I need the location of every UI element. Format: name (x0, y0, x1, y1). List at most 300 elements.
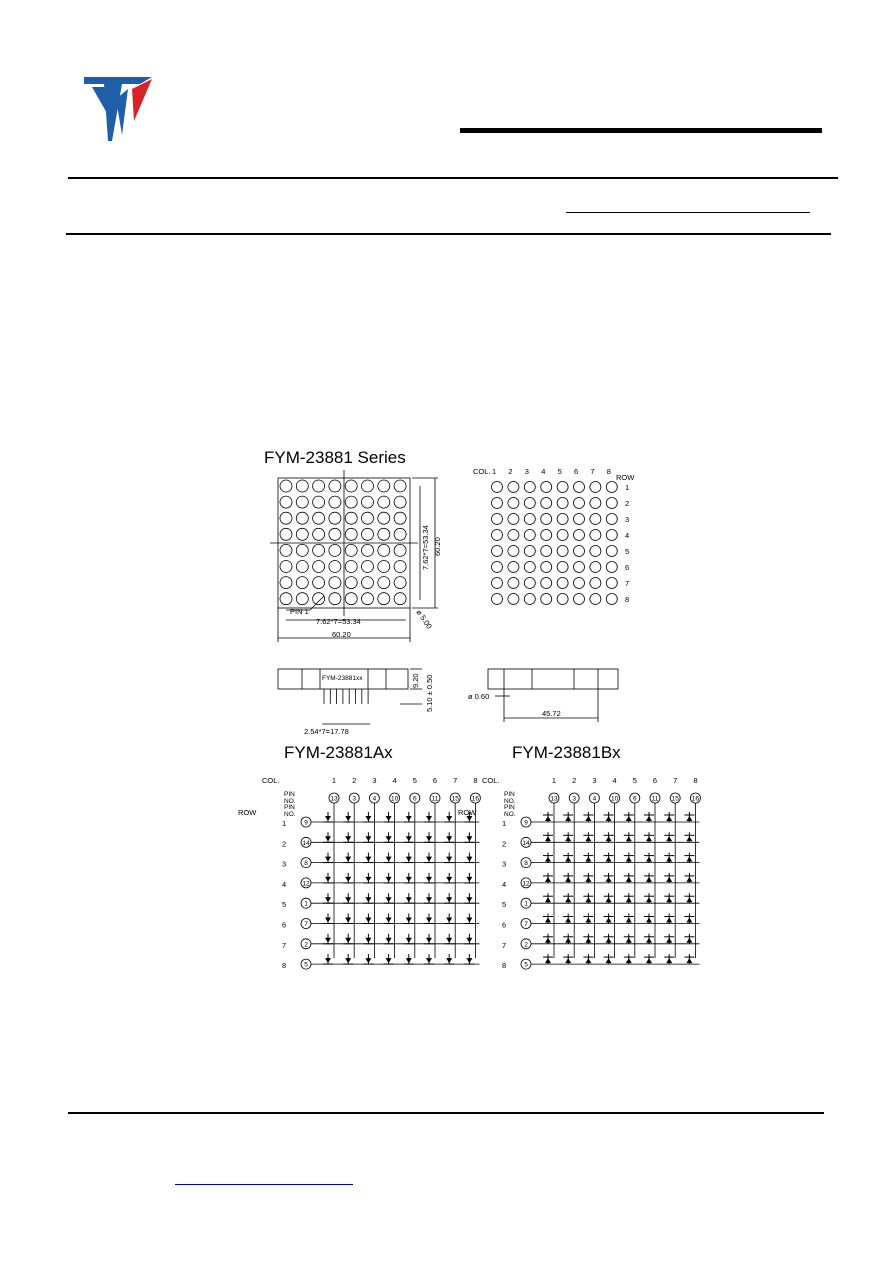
led-diode (384, 893, 394, 903)
front-dot (296, 561, 308, 573)
front-dot (378, 577, 390, 589)
col-label: COL. (262, 776, 280, 785)
row-number: 7 (282, 940, 287, 950)
col-pin-number: 10 (390, 795, 399, 803)
col-number: 2 (352, 776, 357, 785)
led-diode (464, 914, 474, 924)
front-dot (345, 593, 357, 605)
map-dot (606, 578, 617, 589)
map-dot (508, 530, 519, 541)
led-diode (323, 832, 333, 842)
front-dot (345, 528, 357, 540)
map-dot (492, 562, 503, 573)
led-diode (404, 832, 414, 842)
row-number: 3 (282, 859, 287, 869)
led-diode (444, 934, 454, 944)
row-pin-number: 2 (524, 941, 528, 949)
col-number: 2 (572, 776, 577, 785)
led-diode (323, 893, 333, 903)
front-dot (329, 480, 341, 492)
row-number: 5 (282, 900, 287, 910)
led-diode (563, 954, 573, 964)
map-row-number: 2 (625, 499, 630, 508)
dim-pitch-vertical: 7.62*7=53.34 (421, 525, 430, 570)
dim-pin-diameter: ø 0.60 (468, 692, 490, 701)
front-dot (345, 561, 357, 573)
front-dot (345, 496, 357, 508)
map-dot (524, 514, 535, 525)
led-diode (624, 853, 634, 863)
led-diode (464, 873, 474, 883)
header-title-underline (566, 212, 810, 213)
row-label: ROW (616, 473, 635, 482)
series-title: FYM-23881 Series (264, 448, 406, 467)
led-diode (644, 812, 654, 822)
col-pin-number: 4 (372, 795, 377, 803)
col-number: 5 (632, 776, 637, 785)
led-diode (543, 954, 553, 964)
front-dot (313, 544, 325, 556)
front-dot (394, 561, 406, 573)
dot-matrix-drawing (240, 440, 700, 980)
row-pin-number: 8 (304, 860, 308, 868)
led-diode (583, 832, 593, 842)
led-diode (404, 954, 414, 964)
map-dot (574, 498, 585, 509)
led-diode (624, 914, 634, 924)
map-dot (590, 562, 601, 573)
led-diode (384, 914, 394, 924)
map-dot (606, 498, 617, 509)
map-dot (606, 562, 617, 573)
led-diode (624, 934, 634, 944)
led-diode (563, 893, 573, 903)
map-dot (557, 562, 568, 573)
map-dot (590, 578, 601, 589)
map-dot (492, 498, 503, 509)
map-dot (492, 594, 503, 605)
led-diode (543, 914, 553, 924)
map-col-number: 7 (590, 467, 595, 476)
row-number: 4 (502, 879, 507, 889)
pin-label: PIN (284, 791, 295, 798)
led-diode (444, 832, 454, 842)
part-label: FYM-23881xx (322, 675, 363, 682)
row-number: 4 (282, 879, 287, 889)
row-pin-number: 14 (302, 839, 310, 847)
pin-label: NO. (284, 798, 296, 805)
map-dot (541, 498, 552, 509)
led-diode (583, 914, 593, 924)
led-diode (563, 914, 573, 924)
map-dot (557, 578, 568, 589)
front-dot (280, 480, 292, 492)
row-number: 6 (502, 920, 507, 930)
led-diode (583, 812, 593, 822)
dim-width: 60.20 (332, 630, 351, 639)
map-dot (606, 530, 617, 541)
led-diode (424, 934, 434, 944)
front-dot (378, 544, 390, 556)
map-row-number: 4 (625, 531, 630, 540)
map-dot (574, 482, 585, 493)
led-diode (404, 914, 414, 924)
map-row-number: 6 (625, 563, 630, 572)
led-diode (424, 832, 434, 842)
led-diode (444, 914, 454, 924)
row-pin-number: 1 (304, 900, 308, 908)
front-dot (362, 561, 374, 573)
row-pin-number: 1 (524, 900, 528, 908)
map-dot (492, 530, 503, 541)
front-dot (280, 593, 292, 605)
map-dot (574, 578, 585, 589)
pin-label: NO. (504, 811, 516, 818)
led-diode (384, 853, 394, 863)
map-col-number: 4 (541, 467, 546, 476)
led-diode (404, 853, 414, 863)
led-diode (363, 812, 373, 822)
led-diode (363, 914, 373, 924)
led-diode (684, 954, 694, 964)
map-dot (557, 530, 568, 541)
led-diode (543, 934, 553, 944)
led-diode (424, 914, 434, 924)
led-diode (343, 853, 353, 863)
led-diode (563, 873, 573, 883)
col-pin-number: 4 (592, 795, 597, 803)
front-dot (394, 544, 406, 556)
dim-dot-diameter: ø 5.00 (414, 607, 434, 631)
map-col-number: 5 (557, 467, 562, 476)
map-dot (590, 498, 601, 509)
front-dot (378, 496, 390, 508)
map-col-number: 6 (574, 467, 579, 476)
led-diode (363, 832, 373, 842)
led-diode (543, 873, 553, 883)
row-pin-number: 9 (304, 819, 308, 827)
col-number: 3 (592, 776, 597, 785)
led-diode (563, 812, 573, 822)
led-diode (684, 934, 694, 944)
led-diode (583, 853, 593, 863)
map-dot (590, 514, 601, 525)
led-diode (543, 853, 553, 863)
led-diode (563, 832, 573, 842)
footer-link[interactable] (175, 1184, 353, 1185)
map-dot (606, 546, 617, 557)
led-diode (664, 812, 674, 822)
led-diode (404, 873, 414, 883)
led-diode (404, 934, 414, 944)
led-diode (343, 873, 353, 883)
led-diode (604, 893, 614, 903)
pin-label: NO. (284, 811, 296, 818)
col-pin-number: 16 (471, 795, 480, 803)
front-dot (362, 496, 374, 508)
led-diode (363, 853, 373, 863)
dim-row-span: 45.72 (542, 709, 561, 718)
map-row-number: 1 (625, 483, 630, 492)
led-diode (684, 832, 694, 842)
led-diode (444, 893, 454, 903)
led-diode (363, 893, 373, 903)
front-dot (313, 512, 325, 524)
led-diode (384, 873, 394, 883)
front-dot (329, 496, 341, 508)
front-dot (296, 528, 308, 540)
led-diode (404, 893, 414, 903)
row-label: ROW (238, 808, 257, 817)
map-dot (492, 482, 503, 493)
front-dot (313, 480, 325, 492)
led-diode (363, 954, 373, 964)
front-dot (362, 480, 374, 492)
col-number: 6 (432, 776, 438, 785)
front-dot (296, 496, 308, 508)
map-dot (524, 578, 535, 589)
map-dot (574, 530, 585, 541)
map-col-number: 1 (492, 467, 497, 476)
map-row-number: 3 (625, 515, 630, 524)
front-dot (394, 528, 406, 540)
col-number: 1 (331, 776, 337, 785)
front-dot (329, 528, 341, 540)
led-diode (644, 914, 654, 924)
front-dot (313, 496, 325, 508)
map-dot (606, 514, 617, 525)
map-dot (541, 594, 552, 605)
front-dot (280, 528, 292, 540)
front-dot (394, 593, 406, 605)
led-diode (464, 832, 474, 842)
led-diode (323, 914, 333, 924)
map-dot (541, 482, 552, 493)
col-pin-number: 15 (451, 795, 459, 803)
map-dot (524, 498, 535, 509)
led-diode (624, 954, 634, 964)
front-dot (296, 480, 308, 492)
col-pin-number: 13 (330, 795, 338, 803)
led-diode (323, 873, 333, 883)
dim-pitch-inner: 7.62*7=53.34 (316, 617, 361, 626)
map-dot (574, 514, 585, 525)
led-diode (664, 934, 674, 944)
col-label: COL. (482, 776, 500, 785)
led-diode (363, 934, 373, 944)
led-diode (664, 873, 674, 883)
col-pin-number: 6 (412, 795, 417, 803)
row-number: 1 (282, 819, 287, 828)
row-number: 5 (502, 900, 507, 910)
map-dot (524, 594, 535, 605)
front-dot (280, 577, 292, 589)
led-diode (664, 832, 674, 842)
row-number: 7 (502, 940, 507, 950)
map-dot (541, 546, 552, 557)
map-dot (557, 498, 568, 509)
row-number: 2 (282, 839, 287, 849)
led-diode (583, 954, 593, 964)
front-dot (313, 561, 325, 573)
map-col-number: 8 (606, 467, 611, 476)
led-diode (384, 832, 394, 842)
front-dot (378, 512, 390, 524)
led-diode (384, 934, 394, 944)
col-pin-number: 3 (572, 795, 577, 803)
led-diode (424, 954, 434, 964)
front-dot (296, 593, 308, 605)
front-dot (345, 512, 357, 524)
header-rule-top (68, 177, 838, 179)
front-dot (280, 544, 292, 556)
map-col-number: 2 (508, 467, 513, 476)
pin-label: NO. (504, 798, 516, 805)
led-diode (583, 873, 593, 883)
led-diode (684, 914, 694, 924)
col-pin-number: 16 (691, 795, 700, 803)
col-number: 8 (473, 776, 478, 785)
led-diode (604, 853, 614, 863)
map-dot (574, 546, 585, 557)
map-dot (557, 514, 568, 525)
led-diode (343, 934, 353, 944)
col-number: 6 (652, 776, 658, 785)
row-pin-number: 5 (304, 961, 308, 969)
led-diode (624, 812, 634, 822)
front-dot (329, 593, 341, 605)
col-number: 5 (412, 776, 417, 785)
front-dot (378, 593, 390, 605)
led-diode (424, 873, 434, 883)
map-dot (541, 578, 552, 589)
map-dot (524, 482, 535, 493)
map-dot (541, 514, 552, 525)
map-dot (508, 594, 519, 605)
led-diode (444, 873, 454, 883)
row-number: 1 (502, 819, 507, 828)
col-number: 4 (612, 776, 617, 785)
col-number: 7 (453, 776, 458, 785)
row-pin-number: 7 (524, 921, 528, 928)
led-diode (444, 954, 454, 964)
col-pin-number: 3 (352, 795, 357, 803)
map-dot (541, 562, 552, 573)
row-number: 8 (502, 961, 507, 971)
map-row-number: 8 (625, 595, 630, 604)
col-number: 7 (673, 776, 678, 785)
led-diode (604, 934, 614, 944)
front-dot (329, 577, 341, 589)
front-dot (362, 593, 374, 605)
led-diode (624, 873, 634, 883)
front-dot (362, 544, 374, 556)
row-pin-number: 9 (524, 819, 528, 827)
map-dot (590, 482, 601, 493)
led-diode (464, 954, 474, 964)
map-col-number: 3 (524, 467, 529, 476)
row-number: 3 (502, 859, 507, 869)
led-diode (424, 812, 434, 822)
row-pin-number: 7 (304, 921, 308, 928)
pin-label: PIN (284, 804, 295, 811)
led-diode (464, 893, 474, 903)
col-label: COL. (473, 467, 491, 476)
header-accent-bar (460, 128, 822, 133)
front-dot (378, 528, 390, 540)
pin1-label: PIN 1 (290, 607, 309, 616)
led-diode (684, 873, 694, 883)
col-number: 1 (551, 776, 557, 785)
led-diode (604, 914, 614, 924)
pin-label: PIN (504, 804, 515, 811)
map-dot (492, 514, 503, 525)
led-diode (424, 853, 434, 863)
map-dot (606, 482, 617, 493)
led-diode (604, 873, 614, 883)
front-dot (313, 577, 325, 589)
led-diode (664, 893, 674, 903)
row-pin-number: 14 (522, 839, 530, 847)
map-dot (508, 514, 519, 525)
led-diode (604, 954, 614, 964)
map-dot (557, 546, 568, 557)
map-dot (508, 578, 519, 589)
led-diode (563, 853, 573, 863)
row-number: 2 (502, 839, 507, 849)
led-diode (444, 812, 454, 822)
col-number: 3 (372, 776, 377, 785)
led-diode (323, 812, 333, 822)
led-diode (583, 893, 593, 903)
led-diode (563, 934, 573, 944)
map-dot (508, 546, 519, 557)
schematic-b (458, 776, 700, 970)
led-diode (323, 934, 333, 944)
col-pin-number: 13 (550, 795, 558, 803)
led-diode (464, 853, 474, 863)
led-diode (644, 853, 654, 863)
col-pin-number: 11 (431, 795, 439, 803)
front-dot (313, 528, 325, 540)
map-dot (492, 578, 503, 589)
map-dot (524, 546, 535, 557)
row-number: 6 (282, 920, 287, 930)
map-dot (590, 530, 601, 541)
led-diode (583, 934, 593, 944)
led-diode (543, 832, 553, 842)
front-dot (280, 512, 292, 524)
pin-label: PIN (504, 791, 515, 798)
variant-b-title: FYM-23881Bx (512, 743, 621, 762)
front-dot (345, 544, 357, 556)
led-diode (644, 934, 654, 944)
dim-pin-pitch: 2.54*7=17.78 (304, 727, 349, 736)
led-diode (343, 893, 353, 903)
variant-a-title: FYM-23881Ax (284, 743, 393, 762)
front-dot (345, 577, 357, 589)
header-rule-bottom (66, 233, 831, 235)
led-diode (624, 832, 634, 842)
map-dot (590, 594, 601, 605)
led-diode (384, 812, 394, 822)
led-diode (644, 873, 654, 883)
led-diode (424, 893, 434, 903)
led-diode (664, 954, 674, 964)
map-dot (541, 530, 552, 541)
front-dot (362, 528, 374, 540)
map-row-number: 5 (625, 547, 630, 556)
